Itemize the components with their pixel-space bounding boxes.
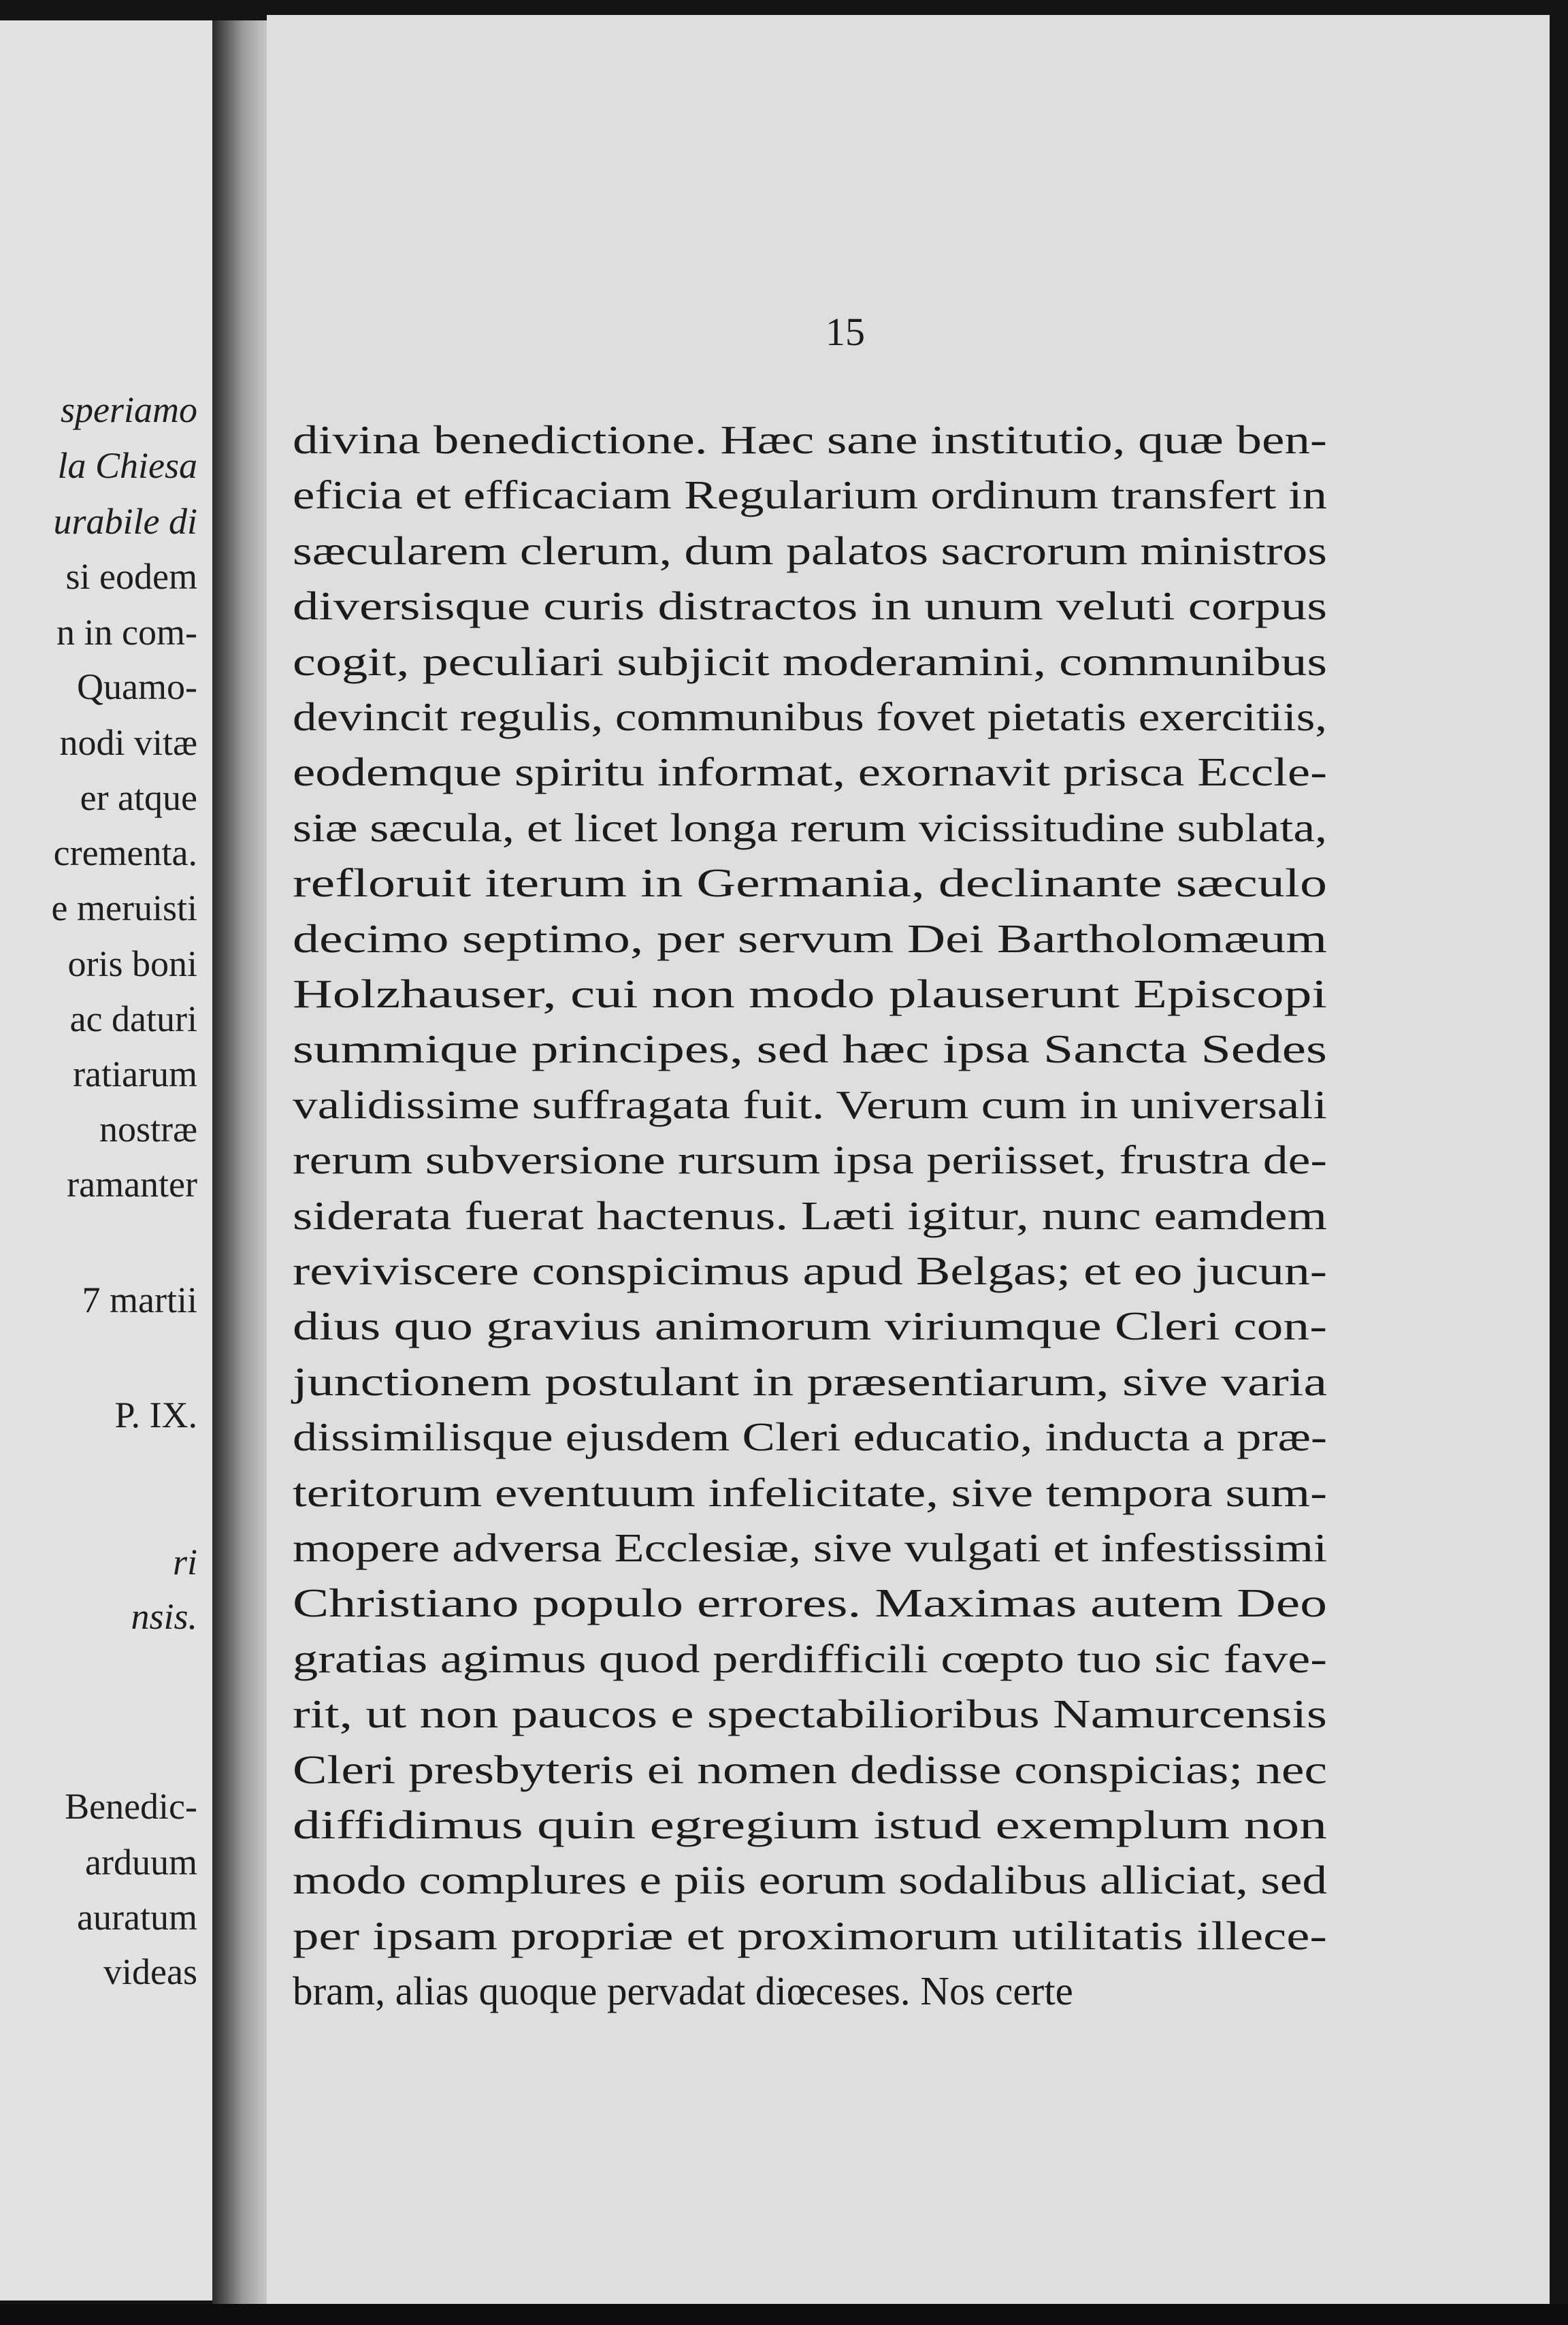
left-page-line: speriamo (61, 389, 197, 430)
page (267, 15, 1550, 2309)
body-line: rit, ut non paucos e spectabilioribus Namurcensis (293, 1691, 1327, 1736)
body-line: dius quo gravius animorum viriumque Cleri con- (293, 1303, 1328, 1348)
body-line: Cleri presbyteris ei nomen dedisse conspicias; nec (293, 1747, 1328, 1792)
body-line: decimo septimo, per servum Dei Bartholomæum (293, 916, 1328, 961)
left-page-line: er atque (80, 777, 197, 818)
left-page-line: crementa. (53, 832, 197, 873)
body-line: eficia et efficaciam Regularium ordinum transfert in (293, 472, 1327, 517)
left-page-line: oris boni (67, 943, 197, 984)
body-line: eodemque spiritu informat, exornavit prisca Eccle- (293, 749, 1328, 794)
previous-page-fragment (0, 20, 225, 2300)
left-page-line: nodi vitæ (59, 722, 197, 763)
body-line: cogit, peculiari subjicit moderamini, communibus (293, 639, 1328, 684)
body-line: divina benedictione. Hæc sane institutio, quæ ben- (293, 417, 1327, 462)
scan-border (0, 2304, 1568, 2325)
body-line: validissime suffragata fuit. Verum cum in universali (293, 1082, 1327, 1127)
body-line: bram, alias quoque pervadat diœceses. Nos certe (293, 1968, 1073, 2013)
body-line: Holzhauser, cui non modo plauserunt Episcopi (293, 971, 1328, 1016)
left-page-line: ac daturi (69, 998, 197, 1039)
body-line: devincit regulis, communibus fovet pietatis exercitiis, (293, 694, 1328, 739)
body-line: mopere adversa Ecclesiæ, sive vulgati et infestissimi (293, 1525, 1328, 1570)
left-page-line: ratiarum (73, 1054, 197, 1094)
left-page-line: la Chiesa (57, 445, 197, 486)
left-page-line: Benedic- (65, 1786, 197, 1827)
body-line: Christiano populo errores. Maximas autem Deo (293, 1580, 1328, 1625)
left-page-line: n in com- (56, 612, 197, 653)
body-line: dissimilisque ejusdem Cleri educatio, inducta a præ- (293, 1414, 1328, 1459)
page-number: 15 (826, 310, 865, 354)
body-line: reviviscere conspicimus apud Belgas; et eo jucun- (293, 1248, 1328, 1293)
body-line: rerum subversione rursum ipsa periisset, frustra de- (293, 1137, 1328, 1182)
body-line: sæcularem clerum, dum palatos sacrorum ministros (293, 528, 1327, 573)
left-page-line: arduum (85, 1842, 197, 1883)
left-page-line: ri (172, 1542, 197, 1582)
left-page-line: P. IX. (114, 1395, 197, 1435)
left-page-line: auratum (77, 1897, 197, 1938)
body-line: gratias agimus quod perdifficili cœpto tuo sic fave- (293, 1636, 1328, 1681)
left-page-line: Quamo- (77, 666, 197, 707)
left-page-line: nostræ (99, 1109, 197, 1150)
left-page-line: e meruisti (51, 888, 197, 928)
left-page-line: nsis. (131, 1596, 197, 1637)
body-line: diversisque curis distractos in unum veluti corpus (293, 583, 1328, 628)
body-line: summique principes, sed hæc ipsa Sancta Sedes (293, 1026, 1327, 1071)
body-line: teritorum eventuum infelicitate, sive tempora sum- (293, 1470, 1328, 1515)
left-page-line: ramanter (67, 1164, 197, 1205)
body-line: modo complures e piis eorum sodalibus alliciat, sed (293, 1857, 1328, 1902)
body-line: diffidimus quin egregium istud exemplum non (293, 1802, 1328, 1847)
left-page-line: videas (103, 1951, 197, 1992)
left-page-line: urabile di (53, 501, 197, 542)
body-line: per ipsam propriæ et proximorum utilitatis illece- (293, 1913, 1328, 1958)
body-line: siæ sæcula, et licet longa rerum vicissitudine sublata, (293, 805, 1327, 850)
book-binding-gutter (212, 20, 267, 2307)
left-page-line: si eodem (65, 556, 197, 597)
body-line: junctionem postulant in præsentiarum, sive varia (293, 1359, 1327, 1404)
body-line: refloruit iterum in Germania, declinante sæculo (293, 860, 1328, 905)
left-page-line: 7 martii (82, 1280, 197, 1320)
body-line: siderata fuerat hactenus. Læti igitur, nunc eamdem (293, 1193, 1327, 1238)
